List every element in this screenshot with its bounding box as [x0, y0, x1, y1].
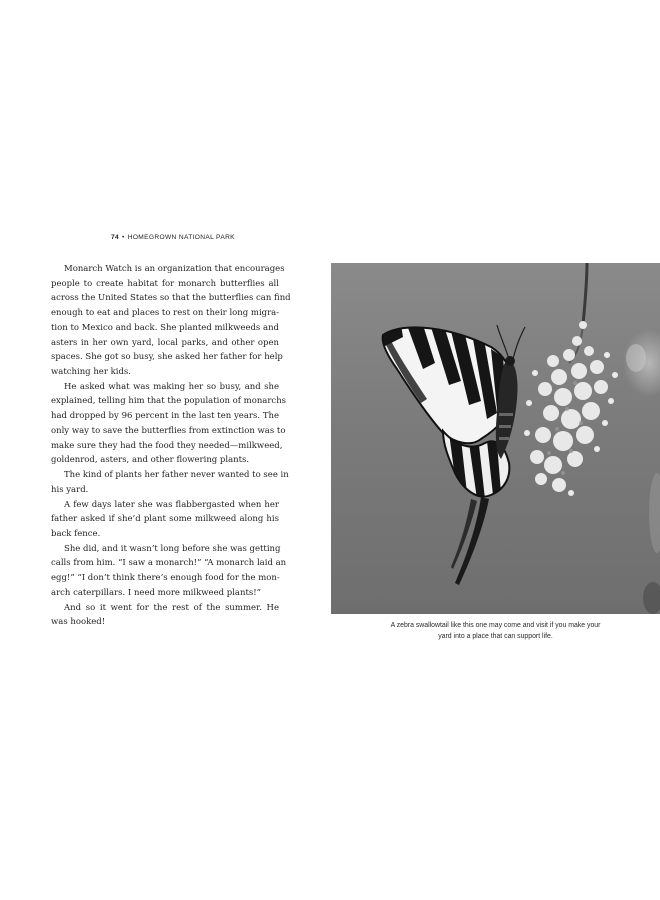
body-line: watching her kids. — [51, 367, 131, 378]
body-text-column — [51, 262, 291, 630]
body-line: make sure they had the food they needed—milkweed, — [51, 440, 283, 451]
body-line: had dropped by 96 percent in the last ten years. The — [51, 411, 279, 422]
body-line: was hooked! — [51, 617, 106, 628]
page-number: 74 — [111, 234, 120, 241]
body-line: father asked if she’d plant some milkweed along his — [51, 514, 279, 525]
body-line: A few days later she was flabbergasted when her — [64, 499, 279, 510]
butterfly-photo — [331, 263, 660, 614]
body-line: And so it went for the rest of the summer. He — [64, 602, 279, 613]
body-line: arch caterpillars. I need more milkweed plants!” — [51, 587, 261, 598]
body-line: The kind of plants her father never wanted to see in — [64, 470, 289, 481]
body-line: spaces. She got so busy, she asked her father for help — [51, 352, 283, 363]
body-line: asters in her own yard, local parks, and other open — [51, 337, 279, 348]
body-line: goldenrod, asters, and other flowering plants. — [51, 455, 250, 466]
body-line: across the United States so that the butterflies can find — [51, 293, 291, 304]
running-head-separator: • — [122, 234, 125, 241]
body-line: tion to Mexico and back. She planted milkweeds and — [51, 322, 279, 333]
book-title: HOMEGROWN NATIONAL PARK — [127, 234, 235, 241]
body-line: only way to save the butterflies from extinction was to — [51, 425, 286, 436]
body-line: calls from him. “I saw a monarch!” “A monarch laid an — [51, 558, 287, 569]
body-line: egg!” “I don’t think there’s enough food for the mon- — [51, 573, 280, 584]
body-line: explained, telling him that the population of monarchs — [51, 396, 287, 407]
body-line: enough to eat and places to rest on their long migra- — [51, 308, 280, 319]
caption-line: A zebra swallowtail like this one may come and visit if you make your — [390, 622, 601, 629]
photo-caption — [331, 620, 660, 642]
body-line: people to create habitat for monarch butterflies all — [51, 278, 279, 289]
caption-line: yard into a place that can support life. — [438, 633, 553, 640]
body-line: his yard. — [51, 484, 89, 495]
body-line: She did, and it wasn’t long before she was getting — [64, 543, 281, 554]
body-line: He asked what was making her so busy, and she — [64, 381, 279, 392]
body-line: back fence. — [51, 528, 101, 539]
body-line: Monarch Watch is an organization that encourages — [64, 264, 285, 274]
running-head — [111, 234, 235, 241]
